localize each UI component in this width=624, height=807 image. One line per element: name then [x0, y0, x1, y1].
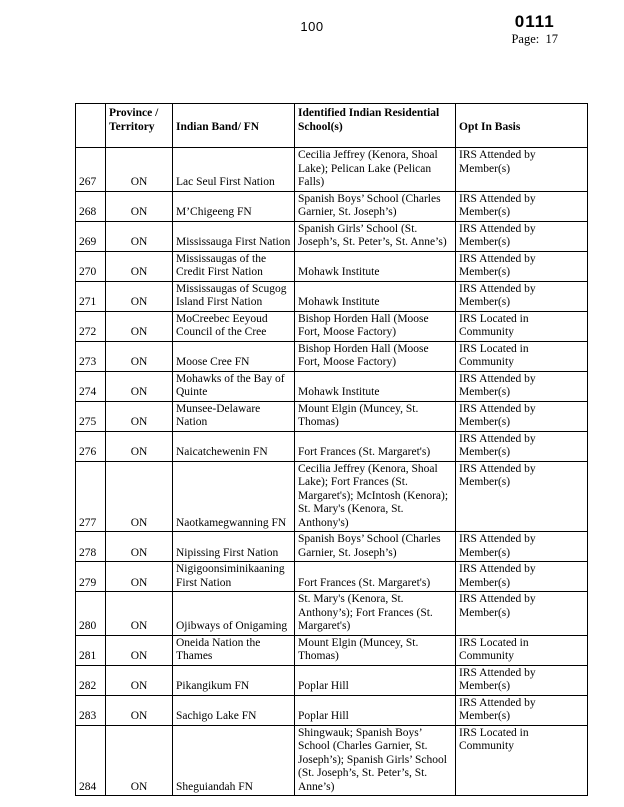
bates-stamp-number: 0111: [514, 12, 555, 31]
schools-cell: Bishop Horden Hall (Moose Fort, Moose Factory): [295, 311, 456, 341]
bates-stamp: [511, 13, 558, 46]
table-body: [76, 148, 588, 796]
indian-band-cell: M’Chigeeng FN: [173, 191, 295, 221]
row-number-cell: 278: [76, 532, 106, 562]
schools-cell: Shingwauk; Spanish Boys’ School (Charles Garnier, St. Joseph’s); Spanish Girls’ School (St. Joseph’s, St. Peter’s, St. Anne’s): [295, 725, 456, 796]
schools-cell: Spanish Girls’ School (St. Joseph’s, St. Peter’s, St. Anne’s): [295, 221, 456, 251]
opt-in-basis-cell: IRS Attended by Member(s): [456, 532, 588, 562]
schools-cell: Cecilia Jeffrey (Kenora, Shoal Lake); Pelican Lake (Pelican Falls): [295, 148, 456, 192]
opt-in-basis-cell: IRS Attended by Member(s): [456, 148, 588, 192]
row-number-cell: 280: [76, 592, 106, 636]
province-cell: ON: [106, 148, 173, 192]
row-number-cell: 272: [76, 311, 106, 341]
opt-in-basis-cell: IRS Attended by Member(s): [456, 191, 588, 221]
opt-in-basis-cell: IRS Attended by Member(s): [456, 281, 588, 311]
province-cell: ON: [106, 665, 173, 695]
schools-cell: Mohawk Institute: [295, 281, 456, 311]
opt-in-basis-cell: IRS Attended by Member(s): [456, 695, 588, 725]
row-number-cell: 267: [76, 148, 106, 192]
table-row: [76, 725, 588, 796]
column-header-row-number: [76, 104, 106, 148]
opt-in-basis-cell: IRS Attended by Member(s): [456, 562, 588, 592]
province-cell: ON: [106, 341, 173, 371]
indian-band-cell: Mississauga First Nation: [173, 221, 295, 251]
table-row: [76, 341, 588, 371]
schools-cell: Mount Elgin (Muncey, St. Thomas): [295, 635, 456, 665]
province-cell: ON: [106, 635, 173, 665]
table-row: [76, 221, 588, 251]
indian-band-cell: Sheguiandah FN: [173, 725, 295, 796]
column-header-province-territory: Province / Territory: [106, 104, 173, 148]
opt-in-basis-cell: IRS Attended by Member(s): [456, 401, 588, 431]
schools-cell: Mount Elgin (Muncey, St. Thomas): [295, 401, 456, 431]
table-row: [76, 191, 588, 221]
province-cell: ON: [106, 725, 173, 796]
indian-band-cell: Munsee-Delaware Nation: [173, 401, 295, 431]
schools-cell: Cecilia Jeffrey (Kenora, Shoal Lake); Fort Frances (St. Margaret's); McIntosh (Kenora); St. Mary's (Kenora, St. Anthony's): [295, 461, 456, 532]
indian-band-cell: Mohawks of the Bay of Quinte: [173, 371, 295, 401]
row-number-cell: 277: [76, 461, 106, 532]
indian-band-cell: Mississaugas of Scugog Island First Nation: [173, 281, 295, 311]
province-cell: ON: [106, 281, 173, 311]
province-cell: ON: [106, 311, 173, 341]
table-row: [76, 635, 588, 665]
row-number-cell: 282: [76, 665, 106, 695]
schools-cell: Bishop Horden Hall (Moose Fort, Moose Factory): [295, 341, 456, 371]
opt-in-basis-cell: IRS Located in Community: [456, 725, 588, 796]
indian-band-cell: Moose Cree FN: [173, 341, 295, 371]
province-cell: ON: [106, 401, 173, 431]
schools-cell: Mohawk Institute: [295, 251, 456, 281]
province-cell: ON: [106, 251, 173, 281]
row-number-cell: 276: [76, 431, 106, 461]
schools-cell: Poplar Hill: [295, 695, 456, 725]
column-header-indian-band: Indian Band/ FN: [173, 104, 295, 148]
table-row: [76, 562, 588, 592]
table-row: [76, 281, 588, 311]
indian-band-cell: Mississaugas of the Credit First Nation: [173, 251, 295, 281]
province-cell: ON: [106, 191, 173, 221]
column-header-residential-schools: Identified Indian Residential School(s): [295, 104, 456, 148]
indian-band-cell: Sachigo Lake FN: [173, 695, 295, 725]
schools-cell: Fort Frances (St. Margaret's): [295, 431, 456, 461]
indian-band-cell: Nipissing First Nation: [173, 532, 295, 562]
row-number-cell: 270: [76, 251, 106, 281]
opt-in-basis-cell: IRS Located in Community: [456, 635, 588, 665]
schools-cell: Spanish Boys’ School (Charles Garnier, St. Joseph’s): [295, 532, 456, 562]
indian-band-cell: Ojibways of Onigaming: [173, 592, 295, 636]
opt-in-basis-cell: IRS Attended by Member(s): [456, 251, 588, 281]
row-number-cell: 275: [76, 401, 106, 431]
residential-schools-table: [75, 103, 588, 796]
opt-in-basis-cell: IRS Located in Community: [456, 311, 588, 341]
indian-band-cell: Naotkamegwanning FN: [173, 461, 295, 532]
table-row: [76, 532, 588, 562]
row-number-cell: 269: [76, 221, 106, 251]
schools-cell: Fort Frances (St. Margaret's): [295, 562, 456, 592]
row-number-cell: 283: [76, 695, 106, 725]
opt-in-basis-cell: IRS Attended by Member(s): [456, 221, 588, 251]
table-row: [76, 148, 588, 192]
province-cell: ON: [106, 431, 173, 461]
indian-band-cell: Naicatchewenin FN: [173, 431, 295, 461]
schools-cell: Poplar Hill: [295, 665, 456, 695]
province-cell: ON: [106, 461, 173, 532]
table-row: [76, 695, 588, 725]
table-header-row: [76, 104, 588, 148]
row-number-cell: 284: [76, 725, 106, 796]
schools-cell: Spanish Boys’ School (Charles Garnier, St. Joseph’s): [295, 191, 456, 221]
table-row: [76, 311, 588, 341]
province-cell: ON: [106, 371, 173, 401]
indian-band-cell: Nigigoonsiminikaaning First Nation: [173, 562, 295, 592]
page-number-label: Page: 17: [511, 32, 558, 46]
table-header: [76, 104, 588, 148]
row-number-cell: 274: [76, 371, 106, 401]
row-number-cell: 268: [76, 191, 106, 221]
table-row: [76, 371, 588, 401]
opt-in-basis-cell: IRS Attended by Member(s): [456, 665, 588, 695]
opt-in-basis-cell: IRS Attended by Member(s): [456, 461, 588, 532]
schools-cell: St. Mary's (Kenora, St. Anthony’s); Fort Frances (St. Margaret's): [295, 592, 456, 636]
row-number-cell: 271: [76, 281, 106, 311]
opt-in-basis-cell: IRS Attended by Member(s): [456, 371, 588, 401]
center-page-number: 100: [300, 19, 324, 34]
table-row: [76, 461, 588, 532]
table-row: [76, 431, 588, 461]
table-row: [76, 251, 588, 281]
opt-in-basis-cell: IRS Attended by Member(s): [456, 431, 588, 461]
table-row: [76, 401, 588, 431]
indian-band-cell: MoCreebec Eeyoud Council of the Cree: [173, 311, 295, 341]
province-cell: ON: [106, 592, 173, 636]
province-cell: ON: [106, 532, 173, 562]
opt-in-basis-cell: IRS Attended by Member(s): [456, 592, 588, 636]
opt-in-basis-cell: IRS Located in Community: [456, 341, 588, 371]
row-number-cell: 281: [76, 635, 106, 665]
indian-band-cell: Oneida Nation the Thames: [173, 635, 295, 665]
province-cell: ON: [106, 695, 173, 725]
province-cell: ON: [106, 562, 173, 592]
column-header-opt-in-basis: Opt In Basis: [456, 104, 588, 148]
indian-band-cell: Lac Seul First Nation: [173, 148, 295, 192]
table-row: [76, 592, 588, 636]
table-row: [76, 665, 588, 695]
schools-cell: Mohawk Institute: [295, 371, 456, 401]
province-cell: ON: [106, 221, 173, 251]
row-number-cell: 279: [76, 562, 106, 592]
row-number-cell: 273: [76, 341, 106, 371]
indian-band-cell: Pikangikum FN: [173, 665, 295, 695]
